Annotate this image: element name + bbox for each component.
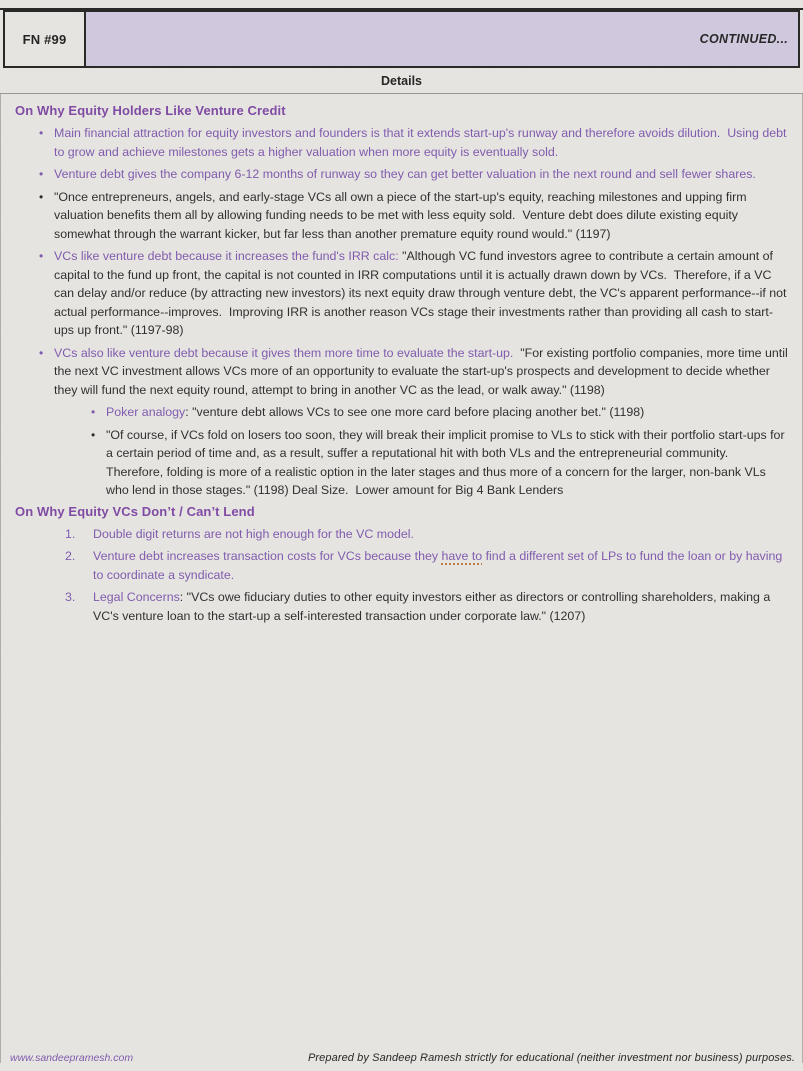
text-segment: "Although VC fund investors agree to contribute a certain amount of capital to the fund up front, the capital is not counted in IRR computations until it is actually drawn down by VCs. Therefore, if a VC can delay and/or reduce (by attracting new investors) its next equity draw through venture debt, the VC's apparent performance--if not actual performance--improves. Improving IRR is another reason VCs stage their investments rather than providing all cash to start-ups up front." (1197-98) xyxy=(54,249,790,337)
text-segment: have to xyxy=(441,549,483,563)
text-segment: Double digit returns are not high enough for the VC model. xyxy=(93,526,414,541)
bullet-item xyxy=(39,344,790,400)
item-text xyxy=(54,188,790,244)
numbered-item xyxy=(65,588,790,625)
item-text xyxy=(54,344,790,400)
content-sections xyxy=(0,94,803,1063)
website-link: www.sandeepramesh.com xyxy=(10,1052,134,1064)
text-segment: : "VCs owe fiduciary duties to other equity investors either as directors or controlling shareholders, making a VC's venture loan to the start-up a self-interested transaction under corporate law." (1207) xyxy=(93,590,774,623)
item-text xyxy=(54,247,790,340)
section-title: On Why Equity Holders Like Venture Credit xyxy=(15,103,286,118)
text-segment: Main financial attraction for equity investors and founders is that it extends start-up's runway and therefore avoids dilution. Using debt to grow and achieve milestones gets a higher valuation when more equity is eventually sold. xyxy=(54,126,790,159)
bullet-icon: • xyxy=(91,405,96,419)
section-title: On Why Equity VCs Don’t / Can’t Lend xyxy=(15,503,255,519)
text-segment: Legal Concerns xyxy=(93,590,180,604)
numbered-item xyxy=(65,525,790,544)
item-number: 1. xyxy=(65,526,76,541)
item-text xyxy=(106,403,790,422)
footnote-number-box xyxy=(3,10,86,68)
item-text xyxy=(54,124,790,161)
item-number: 3. xyxy=(65,590,76,604)
footer xyxy=(10,1052,795,1064)
item-text xyxy=(54,165,790,184)
details-bar xyxy=(0,68,803,94)
text-segment: Venture debt gives the company 6-12 months of runway so they can get better valuation in the next round and sell fewer shares. xyxy=(54,167,756,181)
continued-label: CONTINUED... xyxy=(699,32,788,46)
top-margin xyxy=(0,0,803,8)
bullet-icon: • xyxy=(39,345,44,360)
numbered-item xyxy=(65,547,790,584)
text-segment: "Of course, if VCs fold on losers too soon, they will break their implicit promise to VLs to stick with their portfolio start-ups for a certain period of time and, as a result, suffer a reputational hit with both VLs and the entrepreneurial community. Therefore, folding is more of a realistic option in the later stages and thus more of a concern for the larger, non-bank VLs who lend in those stages." (1198) Deal Size. Lower amount for Big 4 Bank Lenders xyxy=(106,427,789,497)
text-segment: "Once entrepreneurs, angels, and early-stage VCs all own a piece of the start-up's equity, reaching milestones and upping firm valuation benefits them all by allowing funding needs to be met with less equity sold. Venture debt does dilute existing equity somewhat through the warrant kicker, but far less than another premature equity round would." (1197) xyxy=(54,189,750,241)
section xyxy=(13,103,794,500)
text-segment: VCs also like venture debt because it gives them more time to evaluate the start-up. xyxy=(54,345,514,360)
bullet-item xyxy=(91,403,790,422)
bullet-item xyxy=(39,188,790,244)
bullet-item xyxy=(91,426,790,500)
item-text xyxy=(93,588,790,625)
header-banner xyxy=(86,10,800,68)
text-segment: Poker analogy xyxy=(106,405,186,419)
disclaimer-text: Prepared by Sandeep Ramesh strictly for educational (neither investment nor business) purposes. xyxy=(307,1052,795,1064)
text-segment: Venture debt increases transaction costs for VCs because they xyxy=(93,549,442,563)
header-bar xyxy=(0,8,803,68)
details-label: Details xyxy=(381,73,422,88)
bullet-icon: • xyxy=(91,427,96,442)
bullet-item xyxy=(39,247,790,340)
bullet-item xyxy=(39,165,790,184)
item-text xyxy=(106,426,790,500)
bullet-icon: • xyxy=(39,249,44,263)
item-number: 2. xyxy=(65,549,76,563)
bullet-icon: • xyxy=(39,189,44,204)
bullet-icon: • xyxy=(39,167,44,181)
text-segment: : "venture debt allows VCs to see one more card before placing another bet." (1198) xyxy=(185,405,645,419)
bullet-icon: • xyxy=(39,126,44,140)
footnote-number-label: FN #99 xyxy=(22,31,67,47)
item-text xyxy=(93,547,790,584)
text-segment: VCs like venture debt because it increases the fund's IRR calc: xyxy=(54,249,403,263)
text-segment: find a different set of LPs to fund the loan or by having to coordinate a syndicate. xyxy=(93,549,786,582)
text-segment: "For existing portfolio companies, more time until the next VC investment allows VCs more of an opportunity to evaluate the start-up's prospects and development to decide whether they will fund the next equity round, attempt to bring in another VC as the lead, or walk away." (1198) xyxy=(54,345,792,397)
bullet-item xyxy=(39,124,790,161)
item-text xyxy=(93,525,790,544)
section xyxy=(13,504,794,626)
